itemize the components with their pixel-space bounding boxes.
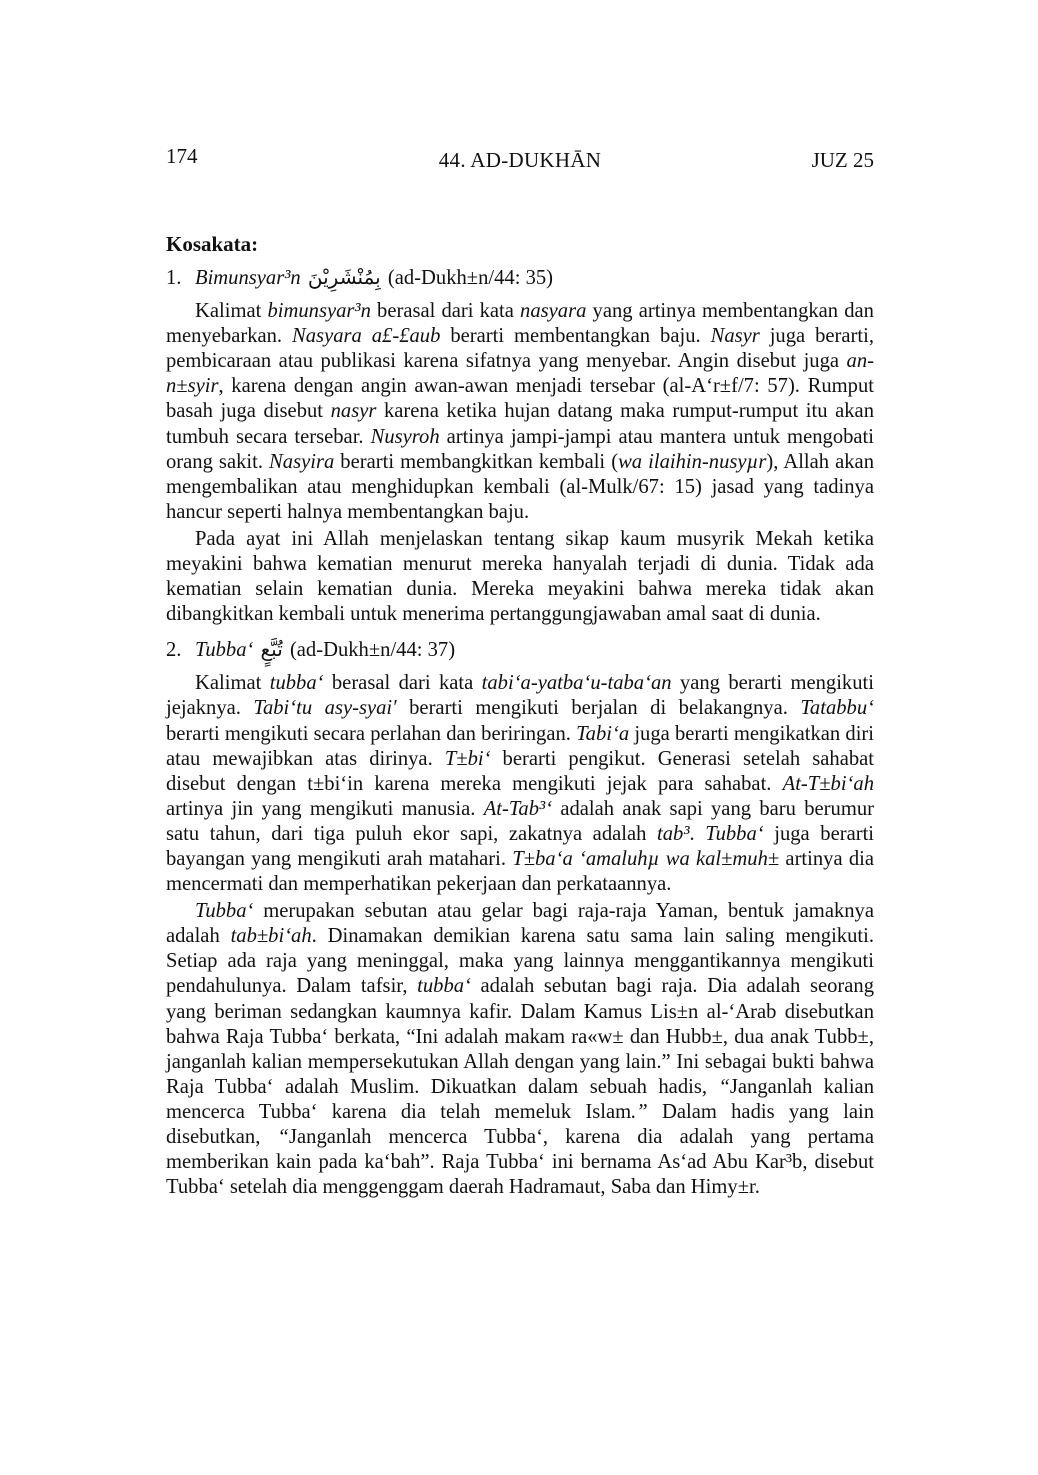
text-run: berarti membentangkan baju. bbox=[440, 325, 711, 348]
juz-label: JUZ 25 bbox=[811, 148, 874, 172]
italic-term: T±bi‘ bbox=[444, 747, 491, 770]
vocab-entry-1 bbox=[166, 265, 874, 291]
italic-term: “ bbox=[718, 1075, 730, 1098]
text-run: . Dinamakan demikian karena satu sama lain saling mengikuti. Setiap ada raja yang meninggal, maka yang lainnya menggantikannya mengikuti pendahulunya. Dalam tafsir, bbox=[166, 925, 874, 998]
italic-term: tabi‘a-yatba‘u-taba‘an bbox=[481, 672, 672, 695]
main-text bbox=[166, 232, 874, 1202]
italic-term: Tatabbu‘ bbox=[800, 697, 875, 720]
text-run: berarti mengikuti secara perlahan dan beriringan. bbox=[166, 722, 577, 745]
italic-term: nasyara bbox=[520, 300, 587, 323]
italic-term: Tabi‘a bbox=[576, 722, 630, 745]
italic-term: an-n±syir bbox=[166, 350, 874, 398]
vocab-entry-2 bbox=[166, 637, 874, 663]
page-number: 174 bbox=[166, 144, 198, 168]
entry-term: Bimunsyar³n bbox=[195, 267, 301, 290]
text-run: artinya jampi-jampi atau mantera untuk mengobati orang sakit. bbox=[166, 425, 874, 473]
entry-reference: (ad-Dukh±n/44: 35) bbox=[387, 267, 554, 290]
italic-term: .” bbox=[631, 1100, 648, 1123]
italic-term: Nasyira bbox=[269, 450, 335, 473]
italic-term: Nasyara a£-£aub bbox=[292, 325, 441, 348]
italic-term: tab³ bbox=[657, 822, 690, 845]
running-header bbox=[166, 144, 874, 176]
text-run: yang artinya membentangkan dan menyebarkan. bbox=[166, 300, 874, 348]
text-run: Kalimat bbox=[195, 300, 268, 323]
italic-term: Nasyr bbox=[710, 325, 760, 348]
text-run: berasal dari kata bbox=[370, 300, 521, 323]
text-run: Janganlah mencerca Tubba‘, karena dia adalah yang pertama memberikan kain pada ka‘bah”. Raja Tubba‘ ini bernama As‘ad Abu Kar³b, disebut Tubba‘ setelah dia menggenggam daerah Hadramaut, Saba dan Himy±r. bbox=[166, 1126, 874, 1199]
text-run: berarti membangkitkan kembali ( bbox=[334, 450, 619, 473]
italic-term: Tubba‘ bbox=[705, 822, 764, 845]
italic-term: tab±bi‘ah bbox=[230, 925, 312, 948]
text-run: Dalam hadis yang lain disebutkan, bbox=[166, 1100, 874, 1148]
italic-term: wa ilaihin-nusyµr bbox=[618, 450, 767, 473]
italic-term: Tabi‘tu asy-syai′ bbox=[253, 697, 397, 720]
italic-term: Nusyroh bbox=[370, 425, 440, 448]
text-run: karena ketika hujan datang maka rumput-rumput itu akan tumbuh secara tersebar. bbox=[166, 400, 874, 448]
text-run: . bbox=[689, 822, 706, 845]
italic-term: bimunsyar³n bbox=[267, 300, 371, 323]
text-run: yang berarti mengikuti jejaknya. bbox=[166, 672, 874, 720]
chapter-title: 44. AD-DUKHĀN bbox=[438, 148, 602, 172]
entry-arabic: تُبَّعٍ bbox=[260, 637, 283, 662]
italic-term: At-Tab³‘ bbox=[483, 797, 553, 820]
entry-term: Tubba‘ bbox=[195, 639, 254, 662]
text-run: merupakan sebutan atau gelar bagi raja-raja Yaman, bentuk jamaknya adalah bbox=[166, 900, 874, 948]
entry-arabic: بِمُنْشَرِيْنَ bbox=[307, 265, 381, 290]
text-run: berarti mengikuti berjalan di belakangnya. bbox=[396, 697, 801, 720]
text-run: berarti pengikut. Generasi setelah sahabat disebut dengan t±bi‘in karena mereka mengikuti jejak para sahabat. bbox=[166, 747, 874, 795]
text-run: adalah anak sapi yang baru berumur satu tahun, dari tiga puluh ekor sapi, zakatnya adalah bbox=[166, 797, 874, 845]
italic-term: “ bbox=[277, 1126, 290, 1148]
text-run: Pada ayat ini Allah menjelaskan tentang sikap kaum musyrik Mekah ketika meyakini bahwa kematian menurut mereka hanyalah terjadi di dunia. Tidak ada kematian selain kematian dunia. Mereka meyakini bahwa mereka tidak akan dibangkitkan kembali untuk menerima pertanggungjawaban amal saat di dunia. bbox=[166, 527, 874, 626]
italic-term: T±ba‘a ‘amaluhµ wa kal±muh± bbox=[512, 847, 780, 870]
text-run: adalah sebutan bagi raja. Dia adalah seorang yang beriman sedangkan kaumnya kafir. Dalam Kamus Lis±n al-‘Arab disebutkan bahwa Raja Tubba‘ berkata, “Ini adalah makam ra«w± dan Hubb±, dua anak Tubb±, janganlah kalian mempersekutukan Allah dengan yang lain.” Ini sebagai bukti bahwa Raja Tubba‘ adalah Muslim. Dikuatkan dalam sebuah hadis, bbox=[166, 975, 874, 1098]
italic-term: tubba‘ bbox=[417, 975, 471, 998]
text-run: juga berarti bayangan yang mengikuti arah matahari. bbox=[166, 822, 875, 870]
italic-term: Tubba‘ bbox=[195, 900, 254, 923]
text-run: artinya jin yang mengikuti manusia. bbox=[166, 797, 484, 820]
text-run: Kalimat bbox=[195, 672, 270, 695]
entry-number: 2. bbox=[166, 639, 182, 662]
text-run: ), Allah akan mengembalikan atau menghidupkan kembali (al-Mulk/67: 15) jasad yang tadinya hancur seperti halnya membentangkan baju. bbox=[166, 450, 874, 523]
text-run: Janganlah kalian mencerca Tubba‘ karena dia telah memeluk Islam bbox=[166, 1075, 874, 1123]
text-run: juga berarti mengikatkan diri atau mewajibkan atas dirinya. bbox=[166, 722, 874, 770]
entry-number: 1. bbox=[166, 267, 182, 290]
italic-term: nasyr bbox=[330, 400, 377, 423]
paragraph bbox=[166, 299, 874, 525]
text-run: juga berarti, pembicaraan atau publikasi karena sifatnya yang menyebar. Angin disebut juga bbox=[166, 325, 874, 373]
paragraph bbox=[166, 899, 874, 1200]
paragraph bbox=[166, 671, 874, 897]
text-run: berasal dari kata bbox=[323, 672, 482, 695]
text-run: artinya dia mencermati dan memperhatikan pekerjaan dan perkataannya. bbox=[166, 847, 875, 896]
text-run: , karena dengan angin awan-awan menjadi tersebar (al-A‘r±f/7: 57). Rumput basah juga disebut bbox=[166, 375, 874, 423]
entry-reference: (ad-Dukh±n/44: 37) bbox=[289, 639, 456, 662]
italic-term: At-T±bi‘ah bbox=[782, 772, 874, 795]
paragraph bbox=[166, 527, 874, 627]
section-heading: Kosakata: bbox=[166, 232, 259, 256]
italic-term: tubba‘ bbox=[269, 672, 324, 695]
